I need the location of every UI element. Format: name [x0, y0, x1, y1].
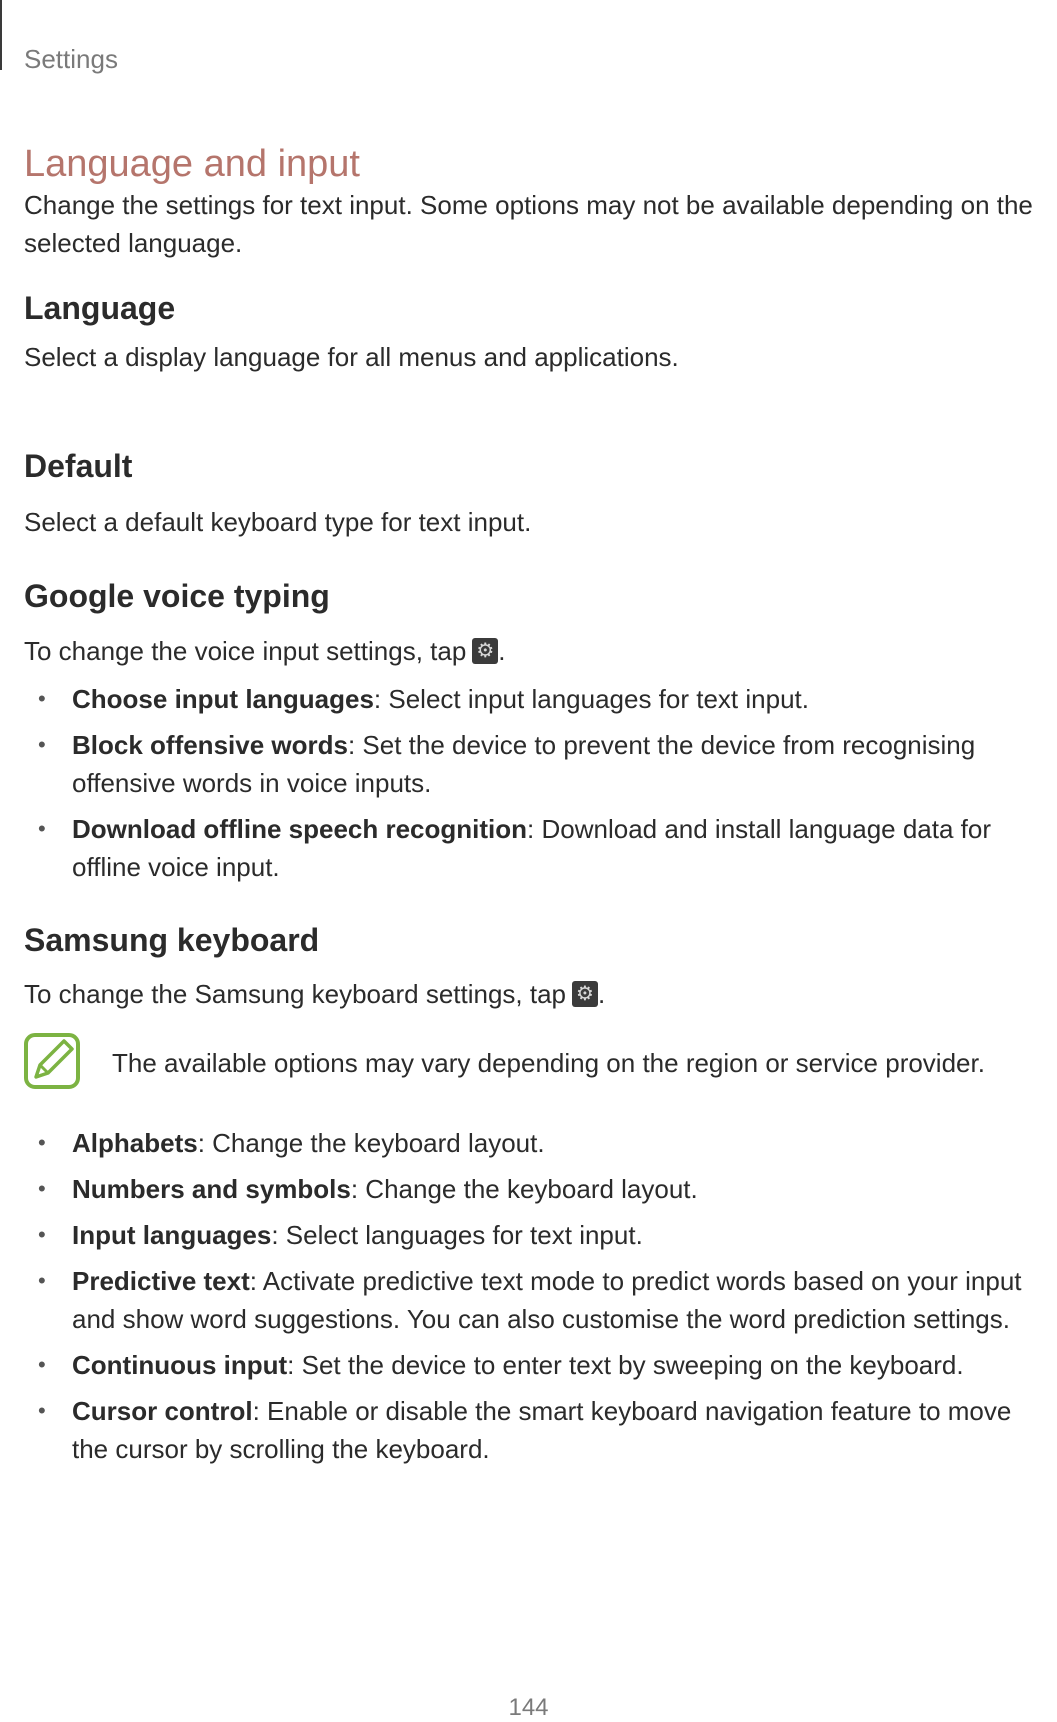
list-item: • Continuous input: Set the device to enter text by sweeping on the keyboard.	[24, 1346, 1054, 1384]
settings-gear-icon	[472, 638, 498, 664]
bullet-icon: •	[38, 732, 46, 757]
google-options-list	[24, 680, 1054, 894]
bullet-icon: •	[38, 1268, 46, 1293]
section-label: Settings	[24, 44, 118, 74]
list-item: • Alphabets: Change the keyboard layout.	[24, 1124, 1054, 1162]
bullet-icon: •	[38, 1398, 46, 1423]
heading-language: Language	[24, 290, 176, 326]
list-item: • Choose input languages: Select input languages for text input.	[24, 680, 1054, 718]
page-corner-mark	[0, 0, 2, 70]
intro-text: Change the settings for text input. Some options may not be available depending on the selected language.	[24, 190, 1033, 258]
samsung-options-list	[24, 1124, 1054, 1476]
heading-samsung-keyboard: Samsung keyboard	[24, 922, 320, 958]
list-item: • Numbers and symbols: Change the keyboard layout.	[24, 1170, 1054, 1208]
heading-default: Default	[24, 448, 133, 484]
bullet-icon: •	[38, 1222, 46, 1247]
google-settings-instruction: To change the voice input settings, tap⚙ .	[24, 632, 1034, 670]
list-item: • Predictive text: Activate predictive text mode to predict words based on your input and show word suggestions. You can also customise the word prediction settings.	[24, 1262, 1054, 1338]
settings-gear-icon	[572, 981, 598, 1007]
samsung-settings-instruction: To change the Samsung keyboard settings, tap⚙ .	[24, 975, 1034, 1013]
note-pencil-icon	[24, 1033, 80, 1089]
default-text: Select a default keyboard type for text input.	[24, 507, 532, 537]
bullet-icon: •	[38, 816, 46, 841]
bullet-icon: •	[38, 1176, 46, 1201]
heading-google-voice-typing: Google voice typing	[24, 578, 330, 614]
list-item: • Input languages: Select languages for text input.	[24, 1216, 1054, 1254]
bullet-icon: •	[38, 686, 46, 711]
bullet-icon: •	[38, 1352, 46, 1377]
page-title: Language and input	[24, 143, 360, 185]
list-item: • Download offline speech recognition: Download and install language data for offline voice input.	[24, 810, 1054, 886]
page-number: 144	[508, 1694, 549, 1721]
list-item: • Block offensive words: Set the device to prevent the device from recognising offensive words in voice inputs.	[24, 726, 1054, 802]
list-item: • Cursor control: Enable or disable the smart keyboard navigation feature to move the cursor by scrolling the keyboard.	[24, 1392, 1054, 1468]
note-text: The available options may vary depending on the region or service provider.	[112, 1048, 985, 1078]
language-text: Select a display language for all menus and applications.	[24, 342, 679, 372]
bullet-icon: •	[38, 1130, 46, 1155]
